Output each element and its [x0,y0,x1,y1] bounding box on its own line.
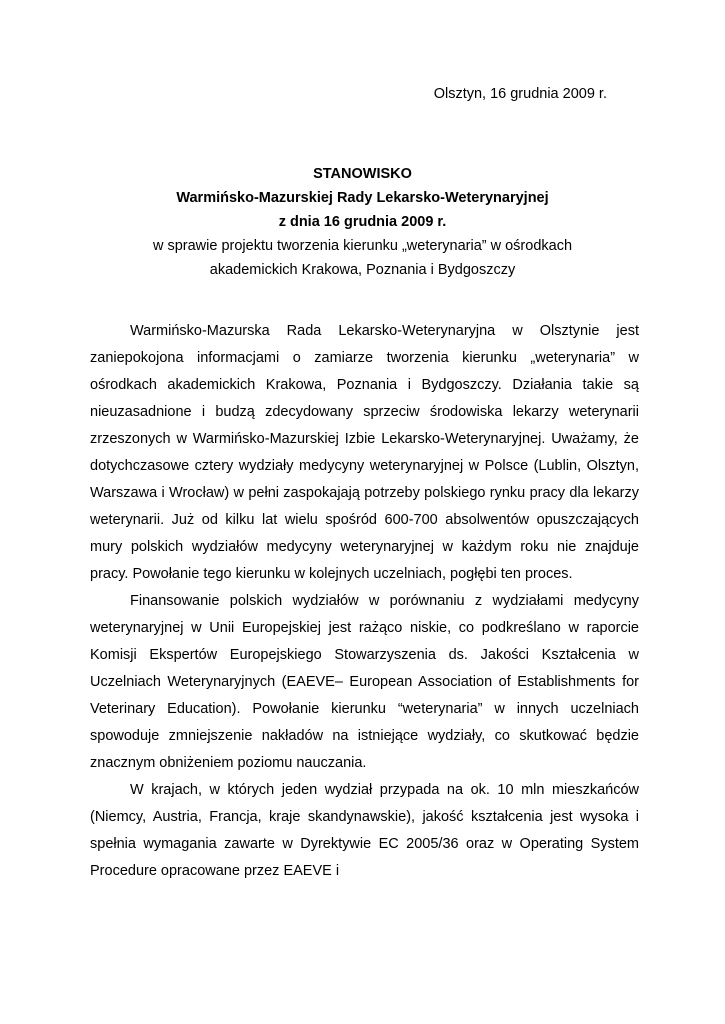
document-heading [90,162,635,282]
document-body [90,318,639,885]
heading-subject-line-2: akademickich Krakowa, Poznania i Bydgoszczy [209,262,516,278]
heading-date: z dnia 16 grudnia 2009 r. [278,214,447,230]
paragraph: Warmińsko-Mazurska Rada Lekarsko-Weterynaryjna w Olsztynie jest zaniepokojona informacjami o zamiarze tworzenia kierunku „weterynaria” w ośrodkach akademickich Krakowa, Poznania i Bydgoszczy. Działania takie są nieuzasadnione i budzą zdecydowany sprzeciw środowiska lekarzy weterynarii zrzeszonych w Warmińsko-Mazurskiej Izbie Lekarsko-Weterynaryjnej. Uważamy, że dotychczasowe cztery wydziały medycyny weterynaryjnej w Polsce (Lublin, Olsztyn, Warszawa i Wrocław) w pełni zaspokajają potrzeby polskiego rynku pracy dla lekarzy weterynarii. Już od kilku lat wielu spośród 600-700 absolwentów opuszczających mury polskich wydziałów medycyny weterynaryjnej w każdym roku nie znajduje pracy. Powołanie tego kierunku w kolejnych uczelniach, pogłębi ten proces. [90,323,639,582]
paragraph: W krajach, w których jeden wydział przypada na ok. 10 mln mieszkańców (Niemcy, Austria, Francja, kraje skandynawskie), jakość kształcenia jest wysoka i spełnia wymagania zawarte w Dyrektywie EC 2005/36 oraz w Operating System Procedure opracowane przez EAEVE i [90,782,639,879]
paragraph: Finansowanie polskich wydziałów w porównaniu z wydziałami medycyny weterynaryjnej w Unii Europejskiej jest rażąco niskie, co podkreślano w raporcie Komisji Ekspertów Europejskiego Stowarzyszenia ds. Jakości Kształcenia w Uczelniach Weterynaryjnych (EAEVE– European Association of Establishments for Veterinary Education). Powołanie kierunku “weterynaria” w innych uczelniach spowoduje zmniejszenie nakładów na istniejące wydziały, co skutkować będzie znacznym obniżeniem poziomu nauczania. [90,593,639,771]
heading-subject-line-1: w sprawie projektu tworzenia kierunku „weterynaria” w ośrodkach [152,238,573,254]
heading-issuer: Warmińsko-Mazurskiej Rady Lekarsko-Weterynaryjnej [176,190,549,206]
heading-title: STANOWISKO [313,166,412,182]
place-date: Olsztyn, 16 grudnia 2009 r. [433,86,607,102]
